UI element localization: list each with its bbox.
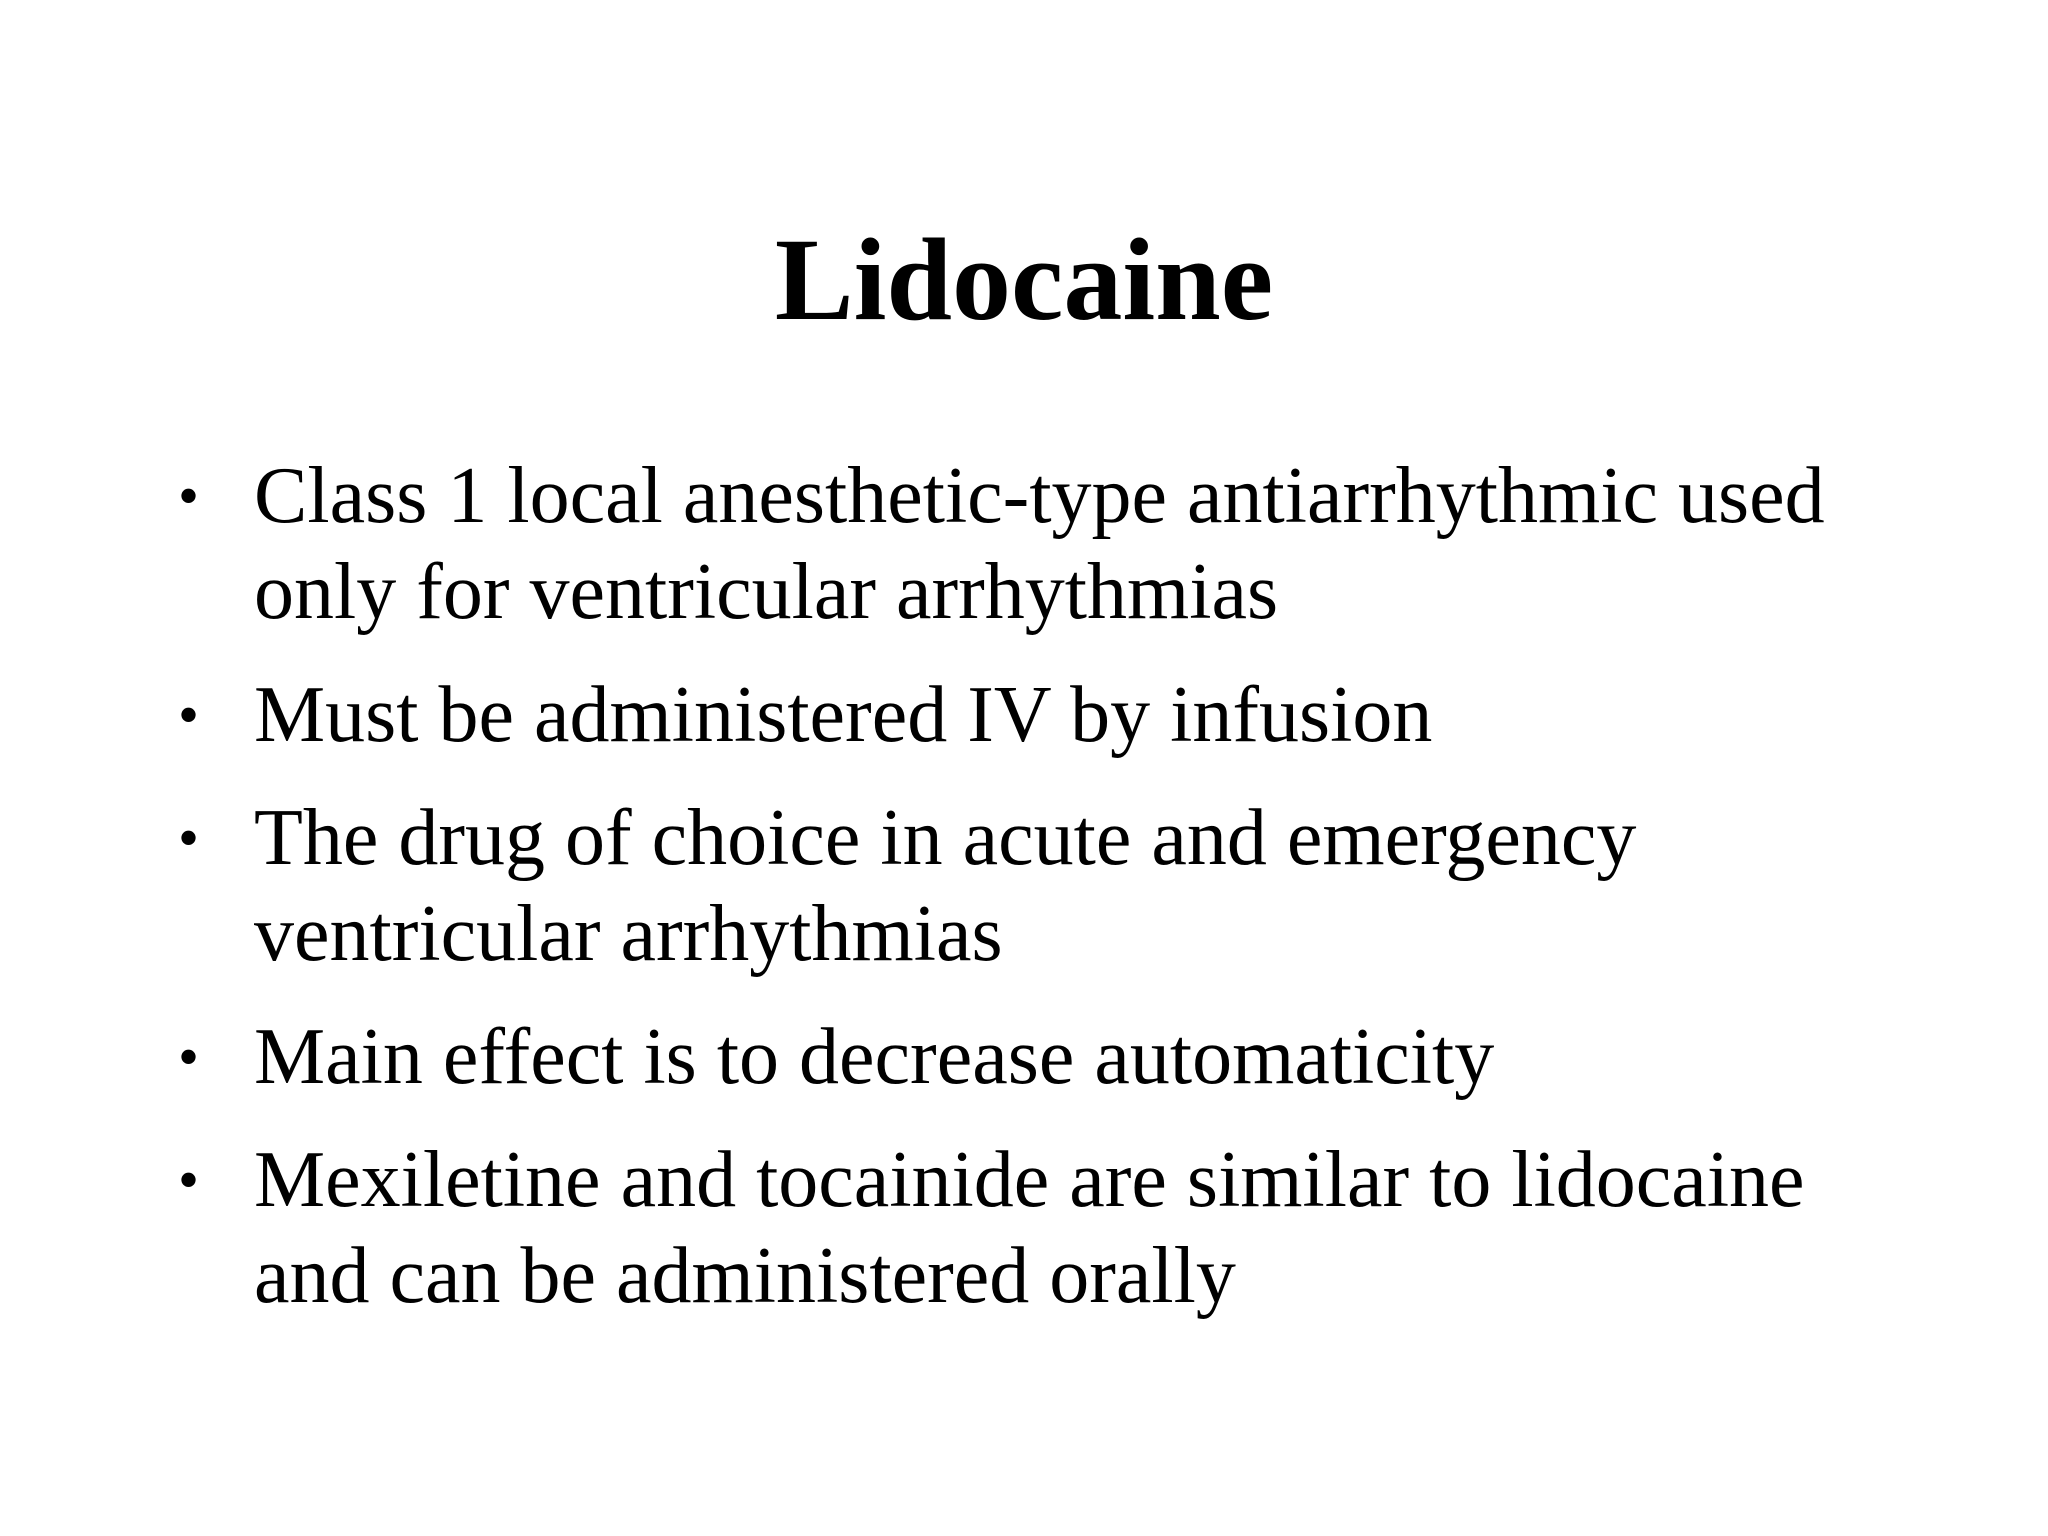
bullet-item <box>170 1009 1930 1105</box>
bullet-item <box>170 667 1930 763</box>
bullet-dot-icon: • <box>178 682 200 748</box>
slide-title: Lidocaine <box>774 214 1274 345</box>
bullet-item <box>170 448 1930 640</box>
bullet-dot-icon: • <box>178 1147 200 1213</box>
bullet-dot-icon: • <box>178 463 200 529</box>
bullet-text: Class 1 local anesthetic-type antiarrhythmic used only for ventricular arrhythmias <box>254 452 1825 636</box>
bullet-text: Must be administered IV by infusion <box>254 671 1433 759</box>
bullet-dot-icon: • <box>178 1024 200 1090</box>
bullet-item <box>170 1132 1930 1324</box>
bullet-list <box>170 448 1930 1351</box>
bullet-text: Main effect is to decrease automaticity <box>254 1013 1495 1101</box>
bullet-item <box>170 790 1930 982</box>
bullet-text: Mexiletine and tocainide are similar to lidocaine and can be administered orally <box>254 1136 1805 1320</box>
bullet-text: The drug of choice in acute and emergency ventricular arrhythmias <box>254 794 1637 978</box>
bullet-dot-icon: • <box>178 805 200 871</box>
